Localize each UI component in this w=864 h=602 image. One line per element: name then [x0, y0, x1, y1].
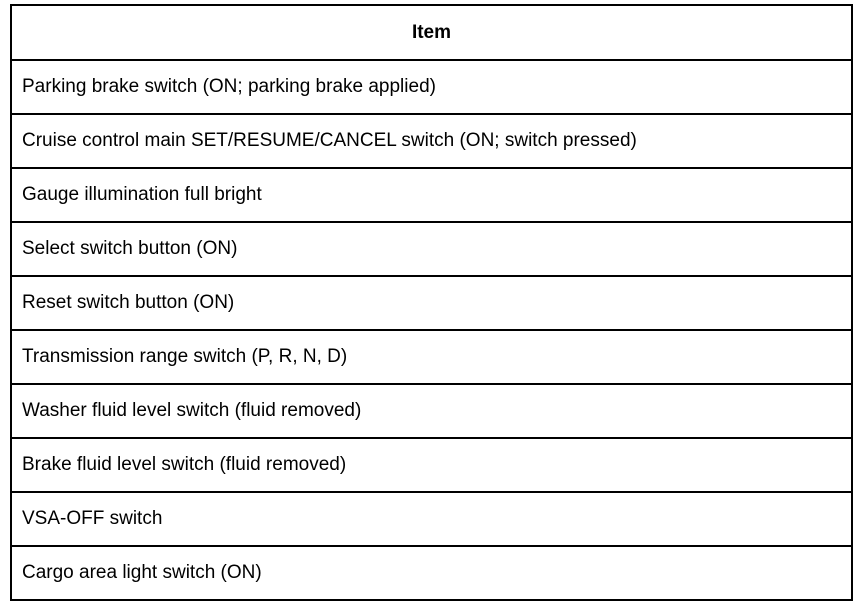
table-row: [11, 168, 852, 222]
table-row: [11, 438, 852, 492]
table-row: [11, 384, 852, 438]
table-row: [11, 492, 852, 546]
table-header-row: [11, 5, 852, 60]
table-cell-item: Brake fluid level switch (fluid removed): [11, 438, 852, 492]
table-cell-item: Washer fluid level switch (fluid removed): [11, 384, 852, 438]
table-row: [11, 276, 852, 330]
table-row: [11, 60, 852, 114]
table-cell-item: Parking brake switch (ON; parking brake applied): [11, 60, 852, 114]
table-cell-item: Cruise control main SET/RESUME/CANCEL switch (ON; switch pressed): [11, 114, 852, 168]
table-cell-item: Gauge illumination full bright: [11, 168, 852, 222]
table-body: [11, 60, 852, 600]
column-header-item: Item: [11, 5, 852, 60]
table-cell-item: Reset switch button (ON): [11, 276, 852, 330]
table-cell-item: VSA-OFF switch: [11, 492, 852, 546]
table-row: [11, 330, 852, 384]
item-table: [10, 4, 853, 601]
table-head: [11, 5, 852, 60]
table-row: [11, 114, 852, 168]
table-row: [11, 546, 852, 600]
table-row: [11, 222, 852, 276]
table-cell-item: Transmission range switch (P, R, N, D): [11, 330, 852, 384]
table-cell-item: Select switch button (ON): [11, 222, 852, 276]
table-cell-item: Cargo area light switch (ON): [11, 546, 852, 600]
